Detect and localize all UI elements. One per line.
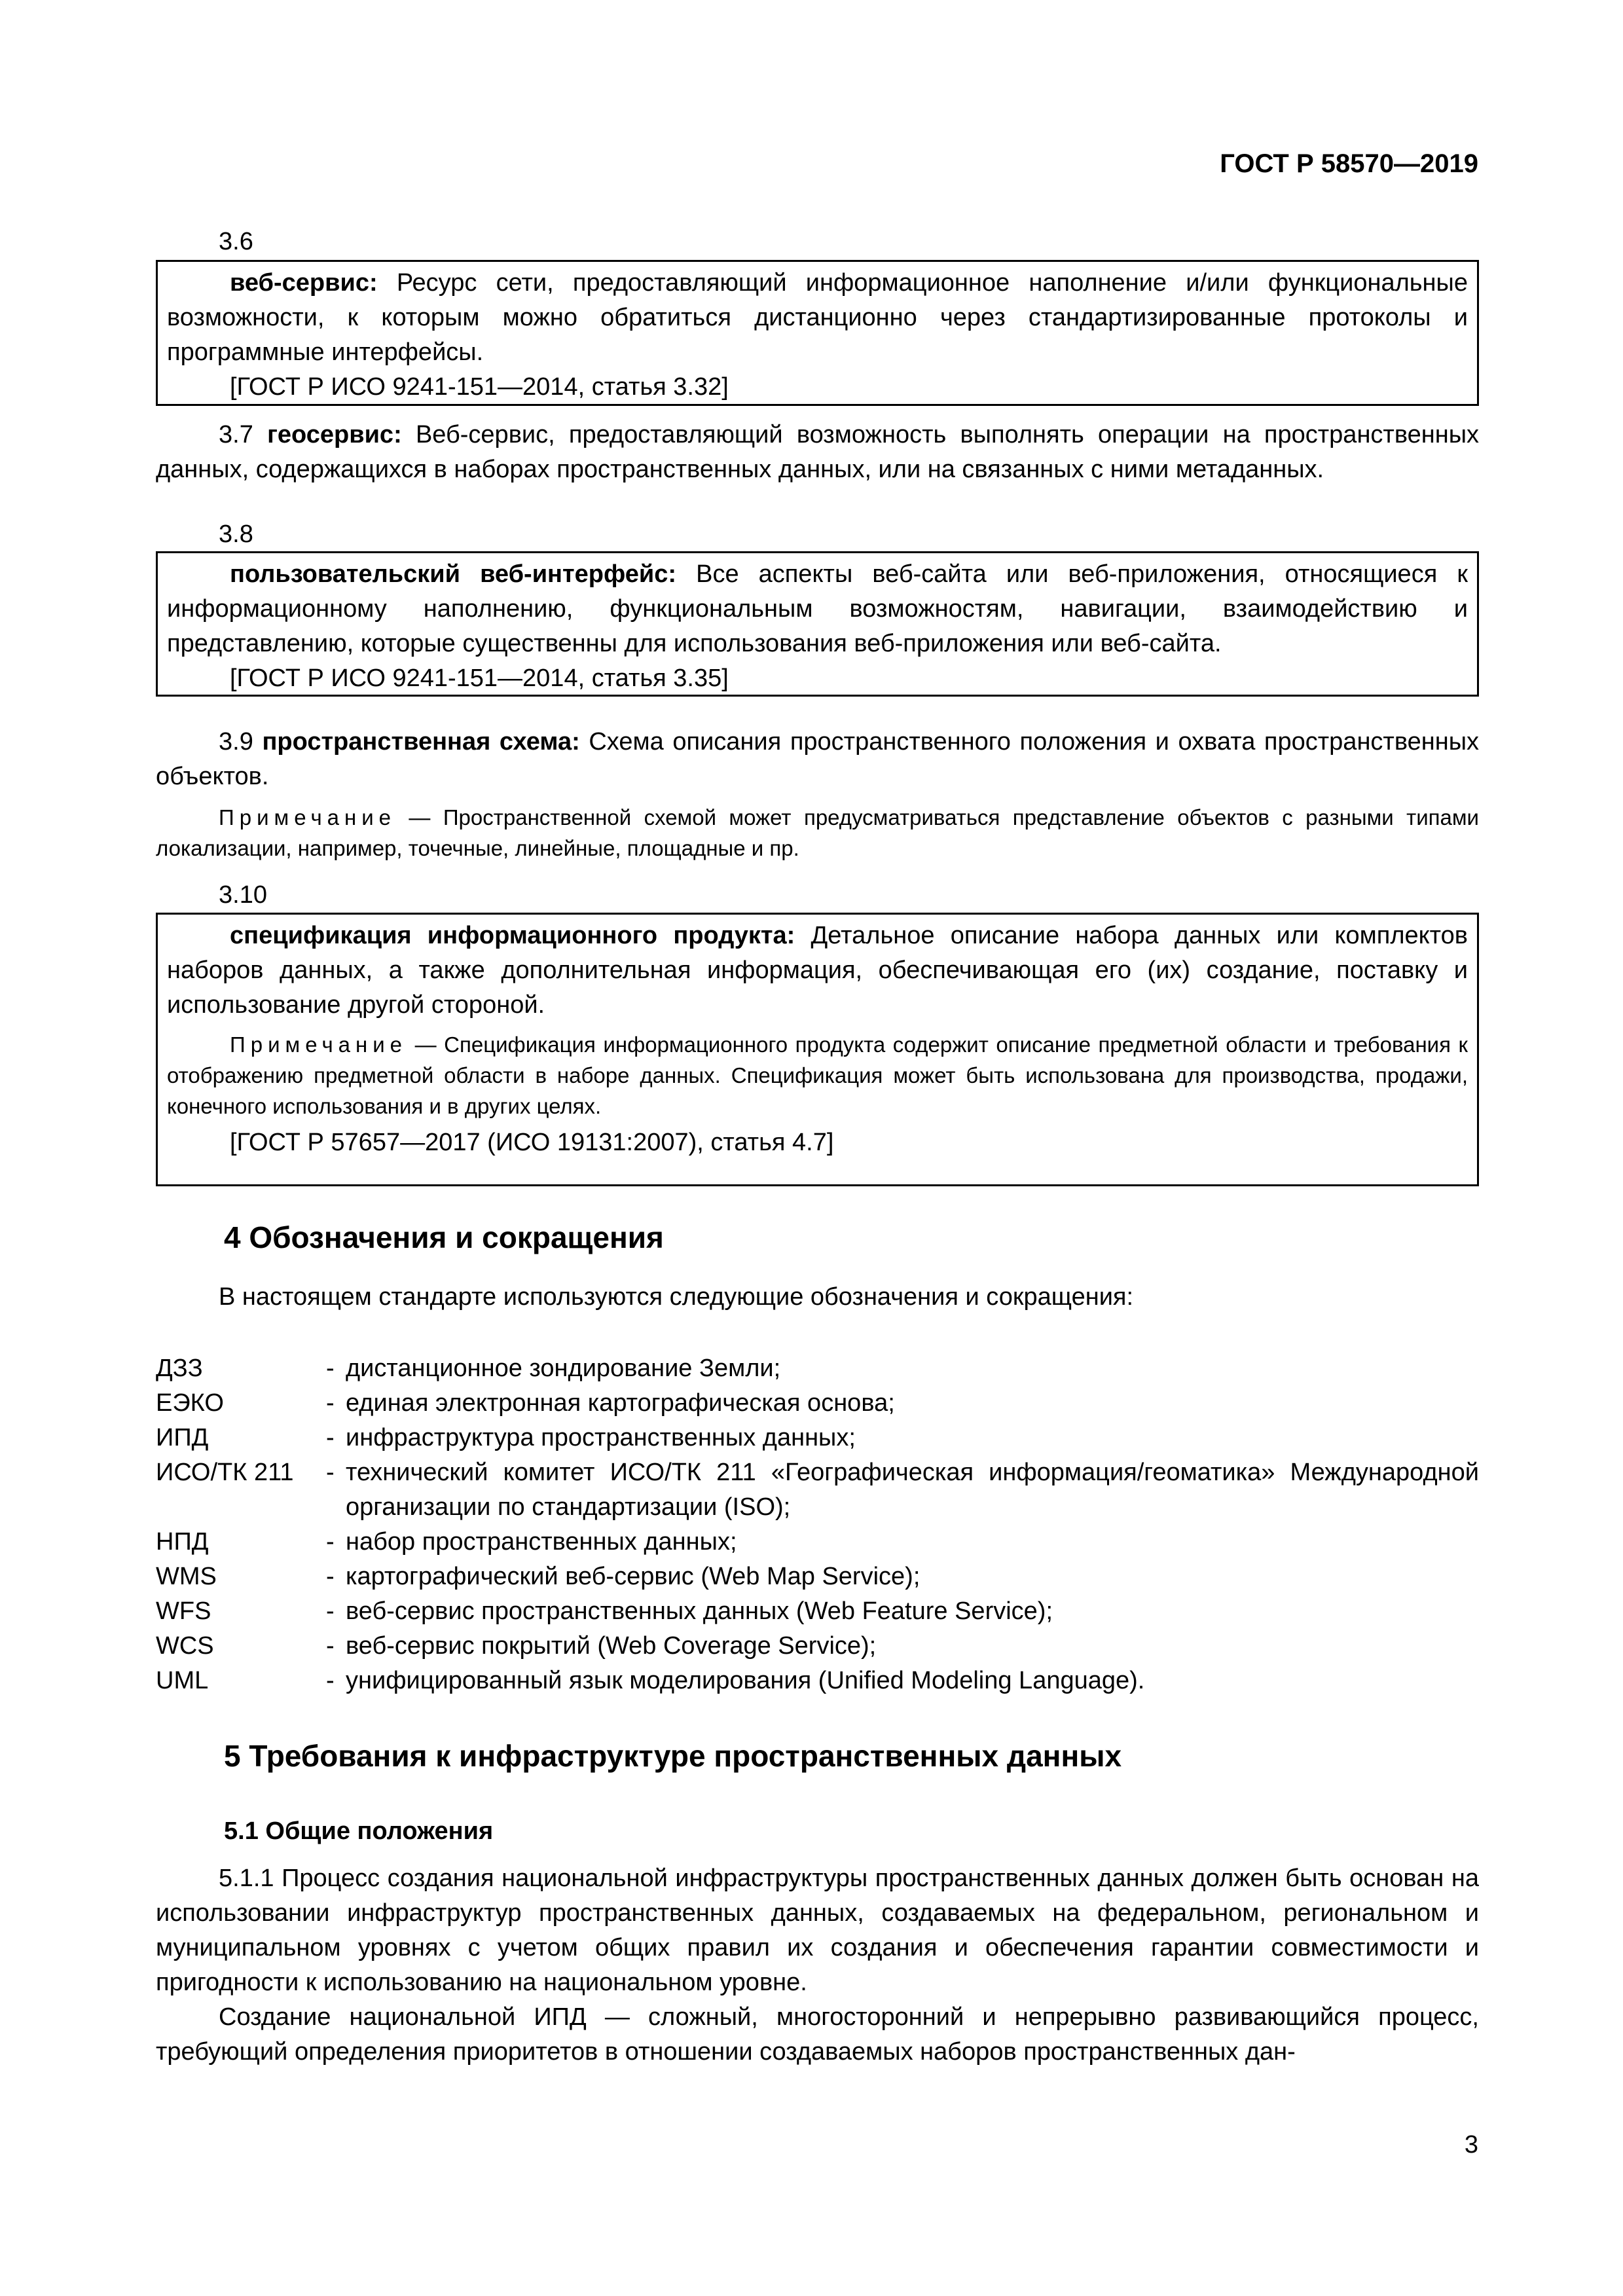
abbreviation-dash: -: [326, 1632, 335, 1660]
term-source: [ГОСТ Р ИСО 9241-151—2014, статья 3.35]: [230, 665, 729, 692]
abbreviation-code: WCS: [156, 1632, 214, 1660]
abbreviation-dash: -: [326, 1597, 335, 1625]
abbreviation-meaning: набор пространственных данных;: [346, 1528, 737, 1556]
abbreviation-code: WFS: [156, 1597, 211, 1625]
term-box-3-6: [156, 260, 1479, 406]
term-3-9: [156, 725, 1479, 864]
abbreviation-meaning: дистанционное зондирование Земли;: [346, 1355, 781, 1382]
subsection-5-1-title: 5.1 Общие положения: [224, 1817, 494, 1845]
abbreviation-meaning: картографический веб-сервис (Web Map Service);: [346, 1563, 921, 1590]
abbreviation-dash: -: [326, 1424, 335, 1451]
abbreviation-row: [156, 1664, 1479, 1698]
page-number: 3: [1464, 2131, 1478, 2159]
term-note: Примечание — Спецификация информационного продукта содержит описание предметной области и требования к отображению предметной области в наборе данных. Спецификация может быть использована для производства, продажи, конечного использования и в других целях.: [167, 1032, 1468, 1118]
abbreviation-meaning: единая электронная картографическая основа;: [346, 1389, 895, 1417]
abbreviation-dash: -: [326, 1667, 335, 1694]
abbreviation-row: [156, 1386, 1479, 1421]
abbreviation-code: ЕЭКО: [156, 1389, 224, 1417]
abbreviation-dash: -: [326, 1389, 335, 1417]
abbreviation-list: [156, 1351, 1479, 1698]
abbreviation-dash: -: [326, 1459, 335, 1486]
abbreviation-dash: -: [326, 1528, 335, 1556]
paragraph: 5.1.1 Процесс создания национальной инфраструктуры пространственных данных должен быть основан на использовании инфраструктур пространственных данных, создаваемых на федеральном, региональном и муниципальном уровнях с учетом общих правил их создания и обеспечения гарантии совместимости и пригодности к использованию на национальном уровне.: [156, 1865, 1479, 1996]
term-box-3-10: [156, 913, 1479, 1186]
abbreviation-code: UML: [156, 1667, 209, 1694]
term-name: спецификация информационного продукта:: [230, 922, 795, 949]
abbreviation-code: ИПД: [156, 1424, 209, 1451]
abbreviation-code: НПД: [156, 1528, 209, 1556]
section-4-title: 4 Обозначения и сокращения: [224, 1220, 664, 1254]
standard-code: ГОСТ Р 58570—2019: [1220, 149, 1478, 178]
abbreviation-row: [156, 1421, 1479, 1455]
paragraph: Создание национальной ИПД — сложный, многосторонний и непрерывно развивающийся процесс, требующий определения приоритетов в отношении создаваемых наборов пространственных дан-: [156, 2003, 1479, 2066]
abbreviation-code: ИСО/ТК 211: [156, 1459, 294, 1486]
term-definition: спецификация информационного продукта: Детальное описание набора данных или комплектов наборов данных, а также дополнительная информация, обеспечивающая его (их) создание, поставку и использование другой стороной.: [167, 922, 1468, 1019]
section-5-title: 5 Требования к инфраструктуре пространственных данных: [224, 1739, 1122, 1773]
term-number: 3.6: [219, 228, 253, 255]
abbreviation-row: [156, 1559, 1479, 1594]
term-note: Примечание — Пространственной схемой может предусматриваться представление объектов с разными типами локализации, например, точечные, линейные, площадные и пр.: [156, 805, 1479, 860]
abbreviation-code: WMS: [156, 1563, 217, 1590]
abbreviation-meaning: технический комитет ИСО/ТК 211 «Географическая информация/геоматика» Международной организации по стандартизации (ISO);: [346, 1459, 1479, 1521]
term-definition: пользовательский веб-интерфейс: Все аспекты веб-сайта или веб-приложения, относящиеся к информационному наполнению, функциональным возможностям, навигации, взаимодействию и представлению, которые существенны для использования веб-приложения или веб-сайта.: [167, 560, 1468, 657]
abbreviation-row: [156, 1594, 1479, 1629]
term-name: пользовательский веб-интерфейс:: [230, 560, 676, 588]
term-source: [ГОСТ Р ИСО 9241-151—2014, статья 3.32]: [230, 373, 729, 401]
term-box-3-8: [156, 551, 1479, 697]
term-name: веб-сервис:: [230, 269, 378, 297]
section-5-body: [156, 1861, 1479, 2069]
abbreviation-dash: -: [326, 1563, 335, 1590]
term-number: 3.8: [219, 520, 253, 548]
term-definition: веб-сервис: Ресурс сети, предоставляющий информационное наполнение и/или функциональные возможности, к которым можно обратиться дистанционно через стандартизированные протоколы и программные интерфейсы.: [167, 269, 1468, 366]
abbreviation-meaning: инфраструктура пространственных данных;: [346, 1424, 856, 1451]
term-name: геосервис:: [267, 421, 402, 448]
section-4-intro: В настоящем стандарте используются следующие обозначения и сокращения:: [219, 1283, 1134, 1311]
abbreviation-row: [156, 1455, 1479, 1525]
term-source: [ГОСТ Р 57657—2017 (ИСО 19131:2007), статья 4.7]: [230, 1129, 834, 1156]
term-number: 3.10: [219, 881, 267, 909]
abbreviation-row: [156, 1629, 1479, 1664]
term-definition: 3.9 пространственная схема: Схема описания пространственного положения и охвата пространственных объектов.: [156, 728, 1480, 790]
abbreviation-code: ДЗЗ: [156, 1355, 203, 1382]
abbreviation-dash: -: [326, 1355, 335, 1382]
term-3-7: [156, 418, 1479, 487]
term-name: пространственная схема:: [262, 728, 580, 756]
abbreviation-row: [156, 1351, 1479, 1386]
abbreviation-meaning: веб-сервис пространственных данных (Web Feature Service);: [346, 1597, 1053, 1625]
abbreviation-meaning: веб-сервис покрытий (Web Coverage Service);: [346, 1632, 877, 1660]
abbreviation-meaning: унифицированный язык моделирования (Unified Modeling Language).: [346, 1667, 1145, 1694]
abbreviation-row: [156, 1525, 1479, 1559]
term-definition: 3.7 геосервис: Веб-сервис, предоставляющий возможность выполнять операции на пространственных данных, содержащихся в наборах пространственных данных, или на связанных с ними метаданных.: [156, 421, 1480, 483]
